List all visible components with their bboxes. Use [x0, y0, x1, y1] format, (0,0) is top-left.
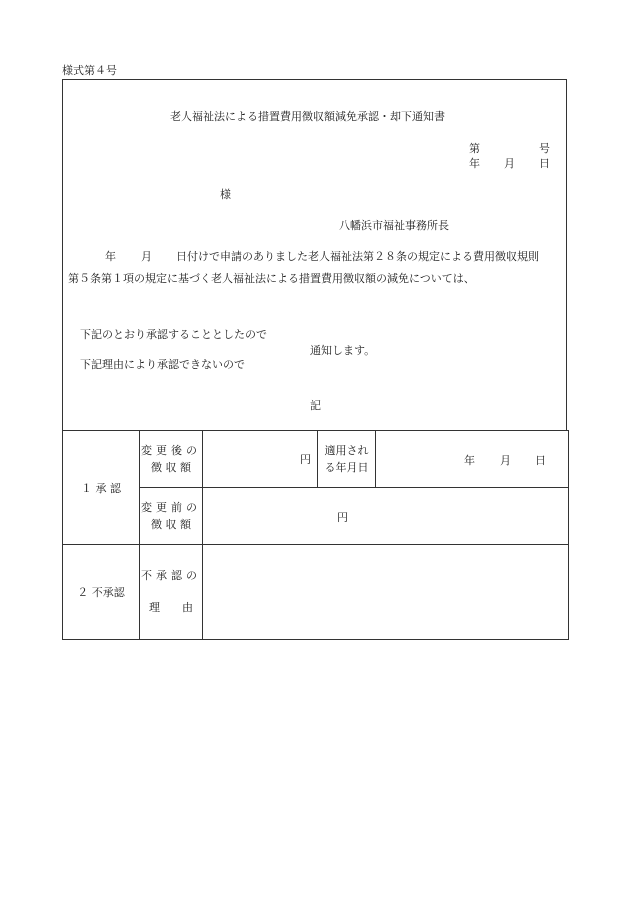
- after-amount-unit: 円: [300, 453, 311, 466]
- doc-number-suffix: 号: [539, 142, 550, 155]
- date-month: 月: [504, 157, 515, 170]
- effective-date-cell[interactable]: [376, 431, 569, 488]
- reason-label-1: 不承認の: [141, 569, 201, 582]
- effective-year: 年: [464, 454, 475, 467]
- reject-label: ２ 不承認: [77, 586, 125, 599]
- before-amount-cell[interactable]: [203, 488, 569, 545]
- notify-text: 通知します。: [310, 344, 376, 357]
- date-day: 日: [539, 157, 550, 170]
- before-amount-label-1: 変更前の: [141, 501, 201, 514]
- doc-number-prefix: 第: [469, 142, 480, 155]
- reason-cell[interactable]: [203, 545, 569, 640]
- effective-day: 日: [535, 454, 546, 467]
- date-year: 年: [469, 157, 480, 170]
- body-line-2: 第５条第１項の規定に基づく老人福祉法による措置費用徴収額の減免については、: [68, 272, 475, 285]
- before-amount-unit: 円: [337, 511, 348, 524]
- body-line-1: 日付けで申請のありました老人福祉法第２８条の規定による費用徴収規則: [176, 250, 539, 263]
- document-title: 老人福祉法による措置費用徴収額減免承認・却下通知書: [170, 110, 445, 123]
- ki-label: 記: [310, 399, 321, 412]
- approve-label-cell: [63, 431, 140, 545]
- option-approve: 下記のとおり承認することとしたので: [80, 328, 267, 341]
- reason-label-2: 理 由: [149, 601, 193, 614]
- reason-label-cell: [140, 545, 203, 640]
- after-amount-label-cell: [140, 431, 203, 488]
- effective-date-label-1: 適用され: [324, 444, 369, 457]
- reject-label-cell: [63, 545, 140, 640]
- after-amount-cell[interactable]: [203, 431, 318, 488]
- decision-table: [62, 430, 569, 640]
- before-amount-label-cell: [140, 488, 203, 545]
- body-year: 年: [105, 250, 116, 263]
- sender-name: 八幡浜市福祉事務所長: [339, 219, 449, 232]
- effective-date-label-2: る年月日: [324, 461, 369, 474]
- before-amount-label-2: 徴 収 額: [151, 518, 191, 531]
- effective-date-label-cell: [318, 431, 376, 488]
- after-amount-label-2: 徴 収 額: [151, 461, 191, 474]
- addressee-suffix: 様: [220, 188, 231, 201]
- option-reject: 下記理由により承認できないので: [80, 358, 245, 371]
- after-amount-label-1: 変更後の: [141, 444, 201, 457]
- effective-month: 月: [500, 454, 511, 467]
- body-month: 月: [141, 250, 152, 263]
- form-number: 様式第４号: [62, 64, 117, 77]
- approve-label: １ 承 認: [81, 481, 121, 495]
